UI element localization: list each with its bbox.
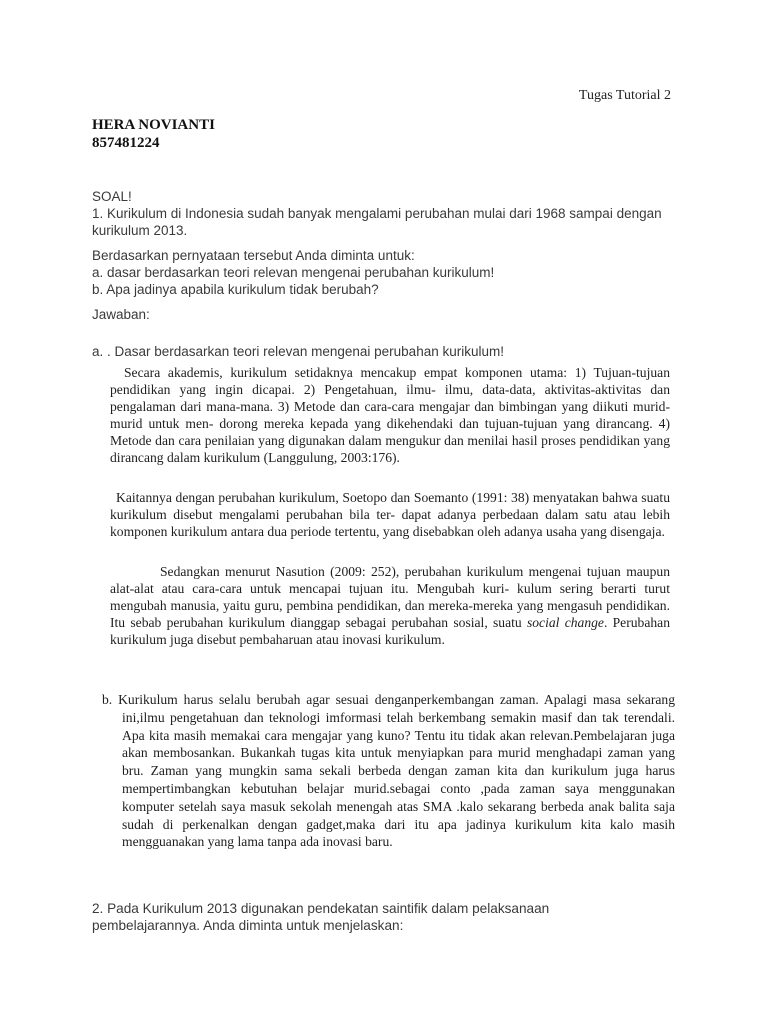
question-heading: SOAL!	[92, 189, 132, 204]
answer-a-paragraph-3	[110, 563, 670, 648]
answer-a-paragraph-1: Secara akademis, kurikulum setidaknya mencakup empat komponen utama: 1) Tujuan-tujuan pendidikan yang ingin dicapai. 2) Pengetahuan, ilmu- ilmu, data-data, aktivitas-aktivitas dan pengalaman dari mana-mana. 3) Metode dan cara-cara mengajar dan bimbingan yang diikuti murid-murid untuk men- dorong mereka kepada yang dikehendaki dan tujuan-tujuan yang dirancang. 4) Metode dan cara penilaian yang digunakan dalam mengukur dan menilai hasil proses pendidikan yang dirancang dalam kurikulum (Langgulung, 2003:176).	[110, 365, 670, 465]
answer-a-title: a. . Dasar berdasarkan teori relevan mengenai perubahan kurikulum!	[92, 344, 504, 359]
student-id: 857481224	[92, 135, 160, 151]
question-2: 2. Pada Kurikulum 2013 digunakan pendekatan saintifik dalam pelaksanaan pembelajarannya. Anda diminta untuk menjelaskan:	[92, 901, 550, 933]
question-part-a: a. dasar berdasarkan teori relevan mengenai perubahan kurikulum!	[92, 265, 495, 280]
answer-a-paragraph-2: Kaitannya dengan perubahan kurikulum, Soetopo dan Soemanto (1991: 38) menyatakan bahwa suatu kurikulum disebut mengalami perubahan bila ter- dapat adanya perbedaan dalam satu atau lebih komponen kurikulum antara dua periode tertentu, yang disebabkan oleh adanya usaha yang disengaja.	[110, 490, 670, 539]
question-instruction: Berdasarkan pernyataan tersebut Anda diminta untuk:	[92, 248, 415, 263]
answer-b-paragraph: b. Kurikulum harus selalu berubah agar sesuai denganperkembangan zaman. Apalagi masa sekarang ini,ilmu pengetahuan dan teknologi imformasi telah berkembang semakin masif dan tak terendali. Apa kita masih memakai cara mengajar yang kuno? Tentu itu tidak akan relevan.Pembelajaran juga akan membosankan. Bukankah tugas kita untuk menyiapkan para murid menghadapi zaman yang bru. Zaman yang mungkin sama sekali berbeda dengan zaman kita dan kurikulum juga harus mempertimbangkan kebutuhan belajar murid.sebagai conto ,pada zaman saya menggunakan komputer setelah saya masuk sekolah menengah atas SMA .kalo sekarang berbeda anak balita saja sudah di perkenalkan dengan gadget,maka dari itu apa jadinya kurikulum kita kalo masih mengguanakan yang lama tanpa ada inovasi baru.	[102, 692, 675, 850]
assignment-label: Tugas Tutorial 2	[578, 88, 671, 103]
author-name: HERA NOVIANTI	[92, 117, 215, 133]
question-1: 1. Kurikulum di Indonesia sudah banyak mengalami perubahan mulai dari 1968 sampai dengan kurikulum 2013.	[92, 206, 662, 238]
answer-label: Jawaban:	[92, 307, 150, 322]
paragraph-3-text-end: . Perubahan kurikulum juga disebut pembaharuan atau inovasi kurikulum.	[110, 615, 670, 647]
question-part-b: b. Apa jadinya apabila kurikulum tidak berubah?	[92, 282, 379, 297]
paragraph-3-italic-term: social change	[526, 615, 604, 630]
paragraph-3-text: Sedangkan menurut Nasution (2009: 252), perubahan kurikulum mengenai tujuan maupun alat-alat atau cara-cara untuk mencapai tujuan itu. Mengubah kuri- kulum sering berarti turut mengubah manusia, yaitu guru, pembina pendidikan, dan mereka-mereka yang mengasuh pendidikan. Itu sebab perubahan kurikulum dianggap sebagai perubahan sosial, suatu	[110, 564, 670, 630]
author-block	[92, 116, 215, 152]
question-section	[92, 188, 682, 323]
